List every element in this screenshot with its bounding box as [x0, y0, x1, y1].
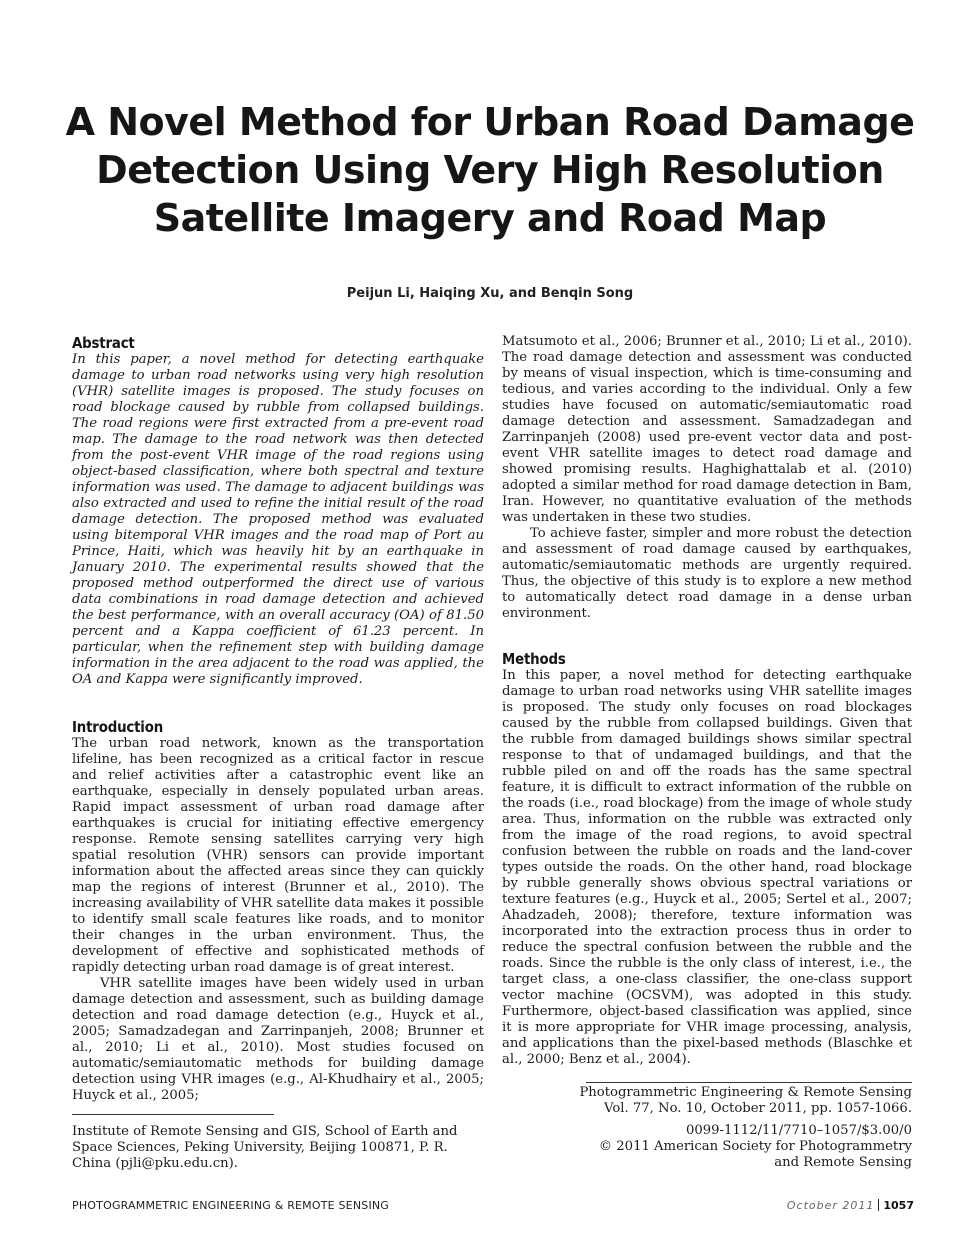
methods-paragraph-1: In this paper, a novel method for detecting earthquake damage to urban road networks using VHR satellite images is proposed. The study only focuses on road blockages caused by the rubble from collapsed buildings. Given that the rubble from damaged buildings shows similar spectral response to that of undamaged buildings, and that the rubble piled on and off the roads has the same spectral feature, it is difficult to extract information of the rubble on the roads (i.e., road blockage) from the image of whole study area. Thus, information on the rubble was extracted only from the image of the road regions, to avoid spectral confusion between the rubble on roads and the land-cover types outside the roads. On the other hand, road blockage by rubble generally shows obvious spectral variations or texture features (e.g., Huyck et al., 2005; Sertel et al., 2007; Ahadzadeh, 2008); therefore, texture information was incorporated into the extraction process thus in order to reduce the spectral confusion between the rubble and the roads. Since the rubble is the only class of interest, i.e., the target class, a one-class classifier, the one-class support vector machine (OCSVM), was adopted in this study. Furthermore, object-based classification was applied, since it is more appropriate for VHR image processing, analysis, and applications than the pixel-based methods (Blaschke et al., 2000; Benz et al., 2004). — [502, 668, 912, 1067]
abstract-text: In this paper, a novel method for detecting earthquake damage to urban road networks using very high resolution (VHR) satellite images is proposed. The study focuses on road blockage caused by rubble from collapsed buildings. The road regions were first extracted from a pre-event road map. The damage to the road network was then detected from the post-event VHR image of the road regions using object-based classification, where both spectral and texture information was used. The damage to adjacent buildings was also extracted and used to refine the initial result of the road damage detection. The proposed method was evaluated using bitemporal VHR images and the road map of Port au Prince, Haiti, which was heavily hit by an earthquake in January 2010. The experimental results showed that the proposed method outperformed the direct use of various data combinations in road damage detection and achieved the best performance, with an overall accuracy (OA) of 81.50 percent and a Kappa coefficient of 61.23 percent. In particular, when the refinement step with building damage information in the area adjacent to the road was applied, the OA and Kappa were significantly improved. — [72, 352, 484, 687]
footer-date: October 2011 — [786, 1199, 875, 1212]
footer-divider — [878, 1199, 879, 1211]
page-number: 1057 — [883, 1199, 914, 1212]
copyright-line: © 2011 American Society for Photogrammetry — [598, 1139, 912, 1154]
abstract-heading: Abstract — [72, 334, 135, 352]
introduction-paragraph-2: VHR satellite images have been widely used in urban damage detection and assessment, such as building damage detection and road damage detection (e.g., Huyck et al., 2005; Samadzadegan and Zarrinpanjeh, 2008; Brunner et al., 2010; Li et al., 2010). Most studies focused on automatic/semiautomatic methods for building damage detection using VHR images (e.g., Al-Khudhairy et al., 2005; Huyck et al., 2005; — [72, 976, 484, 1103]
journal-info-rule — [586, 1082, 912, 1083]
footer-page-info — [787, 1199, 914, 1212]
methods-heading: Methods — [502, 650, 566, 668]
introduction-paragraph-1: The urban road network, known as the transportation lifeline, has been recognized as a critical factor in rescue and relief activities after a catastrophic event like an earthquake, especially in densely populated urban areas. Rapid impact assessment of urban road damage after earthquakes is crucial for initiating effective emergency response. Remote sensing satellites carrying very high spatial resolution (VHR) sensors can provide important information about the affected areas since they can quickly map the regions of interest (Brunner et al., 2010). The increasing availability of VHR satellite data makes it possible to identify small scale features like roads, and to monitor their changes in the urban environment. Thus, the development of effective and sophisticated methods of rapidly detecting urban road damage is of great interest. — [72, 736, 484, 975]
copyright-society: and Remote Sensing — [774, 1155, 912, 1170]
footer-journal-name: PHOTOGRAMMETRIC ENGINEERING & REMOTE SENSING — [72, 1199, 390, 1212]
introduction-paragraph-3: To achieve faster, simpler and more robust the detection and assessment of road damage caused by earthquakes, automatic/semiautomatic methods are urgently required. Thus, the objective of this study is to explore a new method to automatically detect road damage in a dense urban environment. — [502, 526, 912, 621]
author-list: Peijun Li, Haiqing Xu, and Benqin Song — [346, 286, 634, 301]
right-column — [502, 334, 912, 1068]
paper-title: A Novel Method for Urban Road Damage Detection Using Very High Resolution Satellite Imagery and Road Map — [65, 100, 915, 240]
introduction-paragraph-2-continued: Matsumoto et al., 2006; Brunner et al., 2010; Li et al., 2010). The road damage detection and assessment was conducted by means of visual inspection, which is time-consuming and tedious, and varies according to the individual. Only a few studies have focused on automatic/semiautomatic road damage detection and assessment. Samadzadegan and Zarrinpanjeh (2008) used pre-event vector data and post-event VHR satellite images to detect road damage and showed promising results. Haghighattalab et al. (2010) adopted a similar method for road damage detection in Bam, Iran. However, no quantitative evaluation of the methods was undertaken in these two studies. — [502, 334, 912, 525]
journal-code: 0099-1112/11/7710–1057/$3.00/0 — [686, 1123, 912, 1138]
author-affiliation: Institute of Remote Sensing and GIS, School of Earth and Space Sciences, Peking University, Beijing 100871, P. R. China (pjli@pku.edu.cn). — [72, 1124, 458, 1171]
footnote-rule — [72, 1114, 274, 1115]
journal-name: Photogrammetric Engineering & Remote Sensing — [579, 1085, 912, 1100]
journal-info — [572, 1085, 912, 1171]
left-column — [72, 334, 484, 1104]
introduction-heading: Introduction — [72, 718, 164, 736]
journal-volume: Vol. 77, No. 10, October 2011, pp. 1057-1066. — [604, 1101, 912, 1116]
